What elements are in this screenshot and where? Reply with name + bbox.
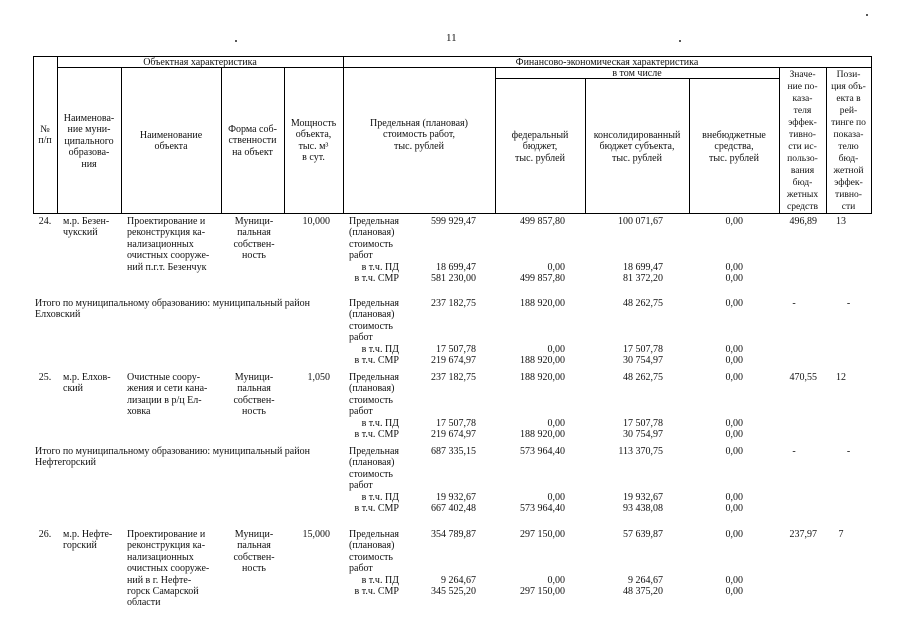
max-cost-value: 581 230,00 bbox=[431, 273, 476, 284]
header-federal: федеральный бюджет, тыс. рублей bbox=[511, 130, 569, 164]
extrabudget-value: 0,00 bbox=[725, 503, 743, 514]
max-cost-value: 667 402,48 bbox=[431, 503, 476, 514]
max-cost-value: 9 264,67 bbox=[441, 574, 476, 586]
federal-value: 188 920,00 bbox=[520, 298, 565, 309]
federal-value: 0,00 bbox=[547, 491, 565, 503]
extrabudget-value: 0,00 bbox=[725, 429, 743, 440]
extrabudget-value: 0,00 bbox=[725, 216, 743, 227]
federal-value: 573 964,40 bbox=[520, 446, 565, 457]
max-cost-value: 599 929,47 bbox=[431, 216, 476, 227]
max-cost-value: 19 932,67 bbox=[436, 491, 476, 503]
extrabudget-value: 0,00 bbox=[725, 491, 743, 503]
rank-value: - bbox=[846, 298, 851, 309]
header-ownership: Форма соб- ственности на объект bbox=[228, 124, 277, 158]
regional-value: 81 372,20 bbox=[623, 273, 663, 284]
pd-label: в т.ч. ПД bbox=[361, 343, 399, 355]
federal-value: 0,00 bbox=[547, 261, 565, 273]
pd-label: в т.ч. ПД bbox=[361, 574, 399, 586]
municipality-total-title: Итого по муниципальному образованию: муниципальный район Нефтегорский bbox=[35, 446, 310, 469]
regional-value: 48 262,75 bbox=[623, 298, 663, 309]
capacity-value: 10,000 bbox=[302, 216, 330, 227]
regional-value: 9 264,67 bbox=[628, 574, 663, 586]
header-regional: консолидированный бюджет субъекта, тыс. рублей bbox=[593, 130, 681, 164]
extrabudget-value: 0,00 bbox=[725, 446, 743, 457]
regional-value: 17 507,78 bbox=[623, 417, 663, 429]
indicator-value: - bbox=[792, 446, 796, 457]
regional-value: 57 639,87 bbox=[623, 529, 663, 540]
smr-label: в т.ч. СМР bbox=[354, 355, 399, 366]
scan-speck bbox=[679, 40, 681, 42]
federal-value: 188 920,00 bbox=[520, 372, 565, 383]
extrabudget-value: 0,00 bbox=[725, 417, 743, 429]
max-cost-label: Предельная (плановая) стоимость работ bbox=[349, 372, 399, 418]
max-cost-value: 237 182,75 bbox=[431, 372, 476, 383]
row-number: 24. bbox=[38, 216, 52, 227]
regional-value: 30 754,97 bbox=[623, 429, 663, 440]
max-cost-value: 345 525,20 bbox=[431, 586, 476, 597]
header-finance-group: Финансово-экономическая характеристика bbox=[515, 57, 699, 68]
pd-label: в т.ч. ПД bbox=[361, 491, 399, 503]
pd-label: в т.ч. ПД bbox=[361, 417, 399, 429]
max-cost-label: Предельная (плановая) стоимость работ bbox=[349, 529, 399, 575]
extrabudget-value: 0,00 bbox=[725, 574, 743, 586]
extrabudget-value: 0,00 bbox=[725, 343, 743, 355]
max-cost-value: 17 507,78 bbox=[436, 343, 476, 355]
header-capacity: Мощность объекта, тыс. м³ в сут. bbox=[290, 118, 337, 164]
regional-value: 17 507,78 bbox=[623, 343, 663, 355]
extrabudget-value: 0,00 bbox=[725, 298, 743, 309]
header-extrabudget: внебюджетные средства, тыс. рублей bbox=[702, 130, 766, 164]
object-name: Очистные соору- жения и сети кана- лизации в р/ц Ел- ховка bbox=[127, 372, 208, 418]
smr-label: в т.ч. СМР bbox=[354, 273, 399, 284]
municipality-total-title: Итого по муниципальному образованию: муниципальный район Елховский bbox=[35, 298, 310, 321]
row-number: 25. bbox=[38, 372, 52, 383]
max-cost-value: 219 674,97 bbox=[431, 355, 476, 366]
regional-value: 48 375,20 bbox=[623, 586, 663, 597]
smr-label: в т.ч. СМР bbox=[354, 503, 399, 514]
ownership-form: Муници- пальная собствен- ность bbox=[233, 372, 275, 418]
extrabudget-value: 0,00 bbox=[725, 261, 743, 273]
extrabudget-value: 0,00 bbox=[725, 529, 743, 540]
federal-value: 297 150,00 bbox=[520, 529, 565, 540]
max-cost-value: 18 699,47 bbox=[436, 261, 476, 273]
header-object-name: Наименование объекта bbox=[139, 130, 203, 153]
rank-value: 13 bbox=[836, 216, 846, 227]
max-cost-value: 17 507,78 bbox=[436, 417, 476, 429]
max-cost-value: 219 674,97 bbox=[431, 429, 476, 440]
ownership-form: Муници- пальная собствен- ность bbox=[233, 216, 275, 262]
indicator-value: - bbox=[792, 298, 796, 309]
capacity-value: 1,050 bbox=[307, 372, 330, 383]
header-max-cost: Предельная (плановая) стоимость работ, тыс. рублей bbox=[370, 118, 468, 152]
indicator-value: 470,55 bbox=[789, 372, 817, 383]
regional-value: 30 754,97 bbox=[623, 355, 663, 366]
header-including: в том числе bbox=[612, 68, 662, 79]
regional-value: 100 071,67 bbox=[618, 216, 663, 227]
federal-value: 499 857,80 bbox=[520, 273, 565, 284]
header-rank: Пози- ция объ- екта в рей- тинге по показа- телю бюд- жетной эффек- тивно- сти bbox=[831, 69, 866, 212]
scan-speck bbox=[235, 40, 237, 42]
extrabudget-value: 0,00 bbox=[725, 355, 743, 366]
regional-value: 19 932,67 bbox=[623, 491, 663, 503]
extrabudget-value: 0,00 bbox=[725, 586, 743, 597]
federal-value: 188 920,00 bbox=[520, 355, 565, 366]
page-number: 11 bbox=[446, 32, 457, 44]
header-indicator: Значе- ние по- каза- теля эффек- тивно- сти ис- пользо- вания бюд- жетных средств bbox=[786, 69, 819, 212]
extrabudget-value: 0,00 bbox=[725, 273, 743, 284]
regional-value: 93 438,08 bbox=[623, 503, 663, 514]
smr-label: в т.ч. СМР bbox=[354, 586, 399, 597]
federal-value: 297 150,00 bbox=[520, 586, 565, 597]
smr-label: в т.ч. СМР bbox=[354, 429, 399, 440]
row-number: 26. bbox=[38, 529, 52, 540]
object-name: Проектирование и реконструкция ка- нализационных очистных сооруже- ний п.г.т. Безенчук bbox=[127, 216, 210, 273]
object-name: Проектирование и реконструкция ка- нализационных очистных сооруже- ний в г. Нефте- горск Самарской области bbox=[127, 529, 210, 609]
regional-value: 113 370,75 bbox=[618, 446, 663, 457]
header-bottom-border bbox=[33, 213, 871, 214]
rank-value: 12 bbox=[836, 372, 846, 383]
rank-value: 7 bbox=[838, 529, 844, 540]
max-cost-value: 354 789,87 bbox=[431, 529, 476, 540]
capacity-value: 15,000 bbox=[302, 529, 330, 540]
federal-value: 573 964,40 bbox=[520, 503, 565, 514]
federal-value: 0,00 bbox=[547, 343, 565, 355]
header-municipality: Наименова- ние муни- ципального образова- ния bbox=[63, 113, 115, 170]
indicator-value: 237,97 bbox=[789, 529, 817, 540]
federal-value: 0,00 bbox=[547, 417, 565, 429]
pd-label: в т.ч. ПД bbox=[361, 261, 399, 273]
municipality-name: м.р. Безен- чукский bbox=[63, 216, 110, 239]
regional-value: 48 262,75 bbox=[623, 372, 663, 383]
scan-speck bbox=[866, 14, 868, 16]
indicator-value: 496,89 bbox=[789, 216, 817, 227]
max-cost-label: Предельная (плановая) стоимость работ bbox=[349, 216, 399, 262]
extrabudget-value: 0,00 bbox=[725, 372, 743, 383]
header-object-group: Объектная характеристика bbox=[143, 57, 257, 68]
col-border bbox=[871, 56, 872, 214]
federal-value: 0,00 bbox=[547, 574, 565, 586]
header-num: № п/п bbox=[38, 124, 52, 147]
municipality-name: м.р. Нефте- горский bbox=[63, 529, 113, 552]
regional-value: 18 699,47 bbox=[623, 261, 663, 273]
municipality-name: м.р. Елхов- ский bbox=[63, 372, 111, 395]
federal-value: 188 920,00 bbox=[520, 429, 565, 440]
rank-value: - bbox=[846, 446, 851, 457]
max-cost-label: Предельная (плановая) стоимость работ bbox=[349, 298, 399, 344]
max-cost-value: 237 182,75 bbox=[431, 298, 476, 309]
max-cost-value: 687 335,15 bbox=[431, 446, 476, 457]
max-cost-label: Предельная (плановая) стоимость работ bbox=[349, 446, 399, 492]
federal-value: 499 857,80 bbox=[520, 216, 565, 227]
ownership-form: Муници- пальная собствен- ность bbox=[233, 529, 275, 575]
